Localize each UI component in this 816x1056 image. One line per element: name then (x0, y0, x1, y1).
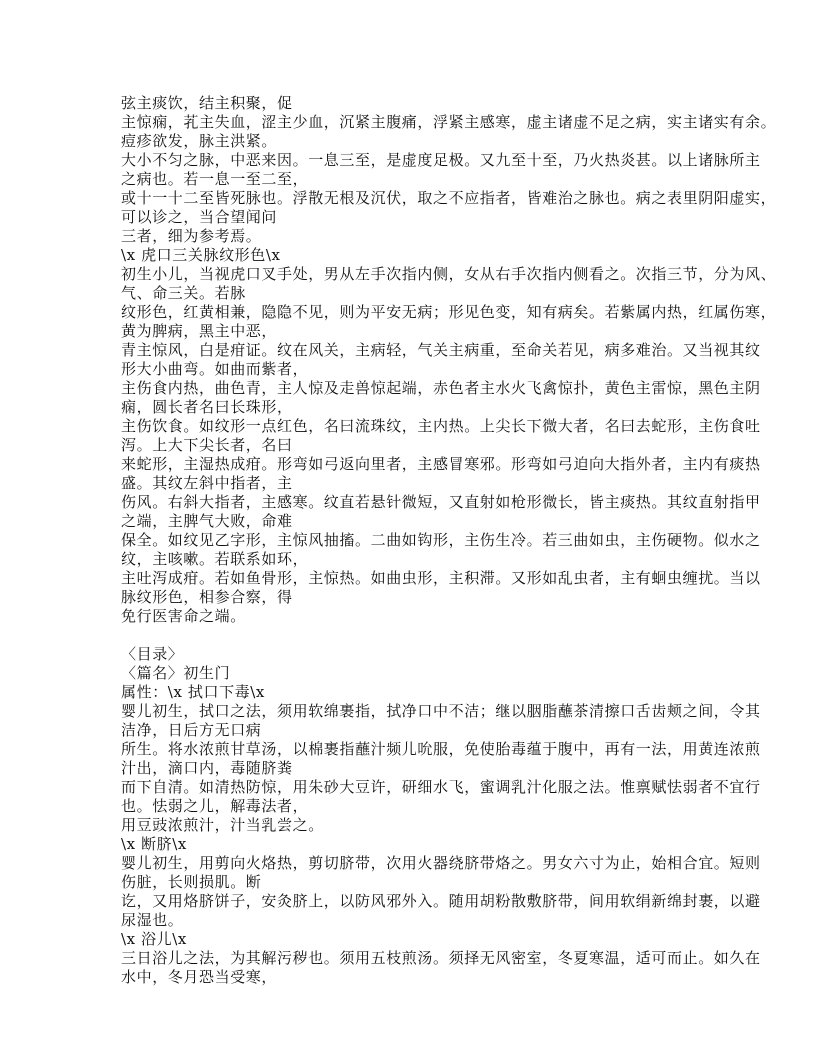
text-line: 伤风。右斜大指者，主感寒。纹直若悬针微短，又直射如枪形微长，皆主痰热。其纹直射指甲 (121, 493, 761, 511)
text-line: 泻。上大下尖长者，名曰 (121, 436, 293, 454)
text-line: 气、命三关。若脉 (121, 284, 246, 302)
toc-label: 〈目录〉 (121, 645, 184, 663)
text-line: 所生。将水浓煎甘草汤，以棉裹指蘸汁频儿吮服，免使胎毒蕴于腹中，再有一法，用黄连浓煎 (121, 740, 761, 758)
text-line: 水中，冬月恐当受寒， (121, 968, 278, 986)
text-line: 也。怯弱之儿，解毒法者， (121, 797, 309, 815)
text-line: 可以诊之，当合望闻问 (121, 208, 278, 226)
chapter-title: 〈篇名〉初生门 (121, 664, 231, 682)
text-line: 纹，主咳嗽。若联系如环， (121, 550, 309, 568)
text-line: 纹形色，红黄相兼，隐隐不见，则为平安无病；形见色变，知有病矣。若紫属内热，红属伤寒， (121, 303, 777, 321)
section-heading: \x 虎口三关脉纹形色\x (121, 246, 281, 264)
text-line: 之端，主脾气大败，命难 (121, 512, 293, 530)
text-line: 保全。如纹见乙字形，主惊风抽搐。二曲如钩形，主伤生冷。若三曲如虫，主伤硬物。似水之 (121, 531, 761, 549)
text-line: 三日浴儿之法，为其解污秽也。须用五枝煎汤。须择无风密室，冬夏寒温，适可而止。如久在 (121, 949, 761, 967)
text-line: 婴儿初生，用剪向火烙热，剪切脐带，次用火器绕脐带烙之。男女六寸为止，始相合宜。短则 (121, 854, 761, 872)
section-heading: 属性：\x 拭口下毒\x (121, 683, 265, 701)
text-line: 大小不匀之脉，中恶来因。一息三至，是虚度足极。又九至十至，乃火热炎甚。以上诸脉所主 (121, 151, 761, 169)
section-heading: \x 断脐\x (121, 835, 187, 853)
text-line: 主吐泻成疳。若如鱼骨形，主惊热。如曲虫形，主积滞。又形如乱虫者，主有蛔虫缠扰。当以 (121, 569, 761, 587)
blank-line (121, 626, 703, 645)
text-line: 初生小儿，当视虎口叉手处，男从左手次指内侧，女从右手次指内侧看之。次指三节，分为风、 (121, 265, 777, 283)
text-line: 青主惊风，白是疳证。纹在风关，主病轻，气关主病重，至命关若见，病多难治。又当视其纹 (121, 341, 761, 359)
text-line: 免行医害命之端。 (121, 607, 246, 625)
text-line: 主伤饮食。如纹形一点红色，名曰流珠纹，主内热。上尖长下微大者，名曰去蛇形，主伤食吐 (121, 417, 761, 435)
text-line: 盛。其纹左斜中指者，主 (121, 474, 293, 492)
text-line: 黄为脾病，黑主中恶， (121, 322, 278, 340)
text-line: 而下自清。如清热防惊，用朱砂大豆许，研细水飞，蜜调乳汁化服之法。惟禀赋怯弱者不宜行 (121, 778, 761, 796)
text-line: 三者，细为参考焉。 (121, 227, 262, 245)
text-line: 汁出，滴口内，毒随脐粪 (121, 759, 293, 777)
text-line: 主惊痫，芤主失血，涩主少血，沉紧主腹痛，浮紧主感寒，虚主诸虚不足之病，实主诸实有余。 (121, 113, 777, 131)
text-line: 脉纹形色，相参合察，得 (121, 588, 293, 606)
text-line: 或十一十二至皆死脉也。浮散无根及沉伏，取之不应指者，皆难治之脉也。病之表里阴阳虚实， (121, 189, 777, 207)
text-line: 洁净，日后方无口病 (121, 721, 262, 739)
text-line: 之病也。若一息一至二至， (121, 170, 309, 188)
document-page (121, 94, 777, 987)
text-line: 伤脏，长则损肌。断 (121, 873, 262, 891)
text-line: 来蛇形，主湿热成疳。形弯如弓返向里者，主感冒寒邪。形弯如弓迫向大指外者，主内有痰热 (121, 455, 761, 473)
text-line: 用豆豉浓煎汁，汁当乳尝之。 (121, 816, 324, 834)
section-heading: \x 浴儿\x (121, 930, 187, 948)
text-line: 尿湿也。 (121, 911, 184, 929)
text-line: 痘疹欲发，脉主洪紧。 (121, 132, 278, 150)
text-line: 讫，又用烙脐饼子，安灸脐上，以防风邪外入。随用胡粉散敷脐带，间用软绢新绵封裹，以避 (121, 892, 761, 910)
text-line: 形大小曲弯。如曲而紫者， (121, 360, 309, 378)
text-line: 主伤食内热，曲色青，主人惊及走兽惊起端，赤色者主水火飞禽惊扑，黄色主雷惊，黑色主阴 (121, 379, 761, 397)
text-line: 弦主痰饮，结主积聚，促 (121, 94, 293, 112)
text-line: 痫，圆长者名曰长珠形， (121, 398, 293, 416)
text-line: 婴儿初生，拭口之法，须用软绵裹指，拭净口中不洁；继以胭脂蘸茶清擦口舌齿颊之间，令其 (121, 702, 761, 720)
